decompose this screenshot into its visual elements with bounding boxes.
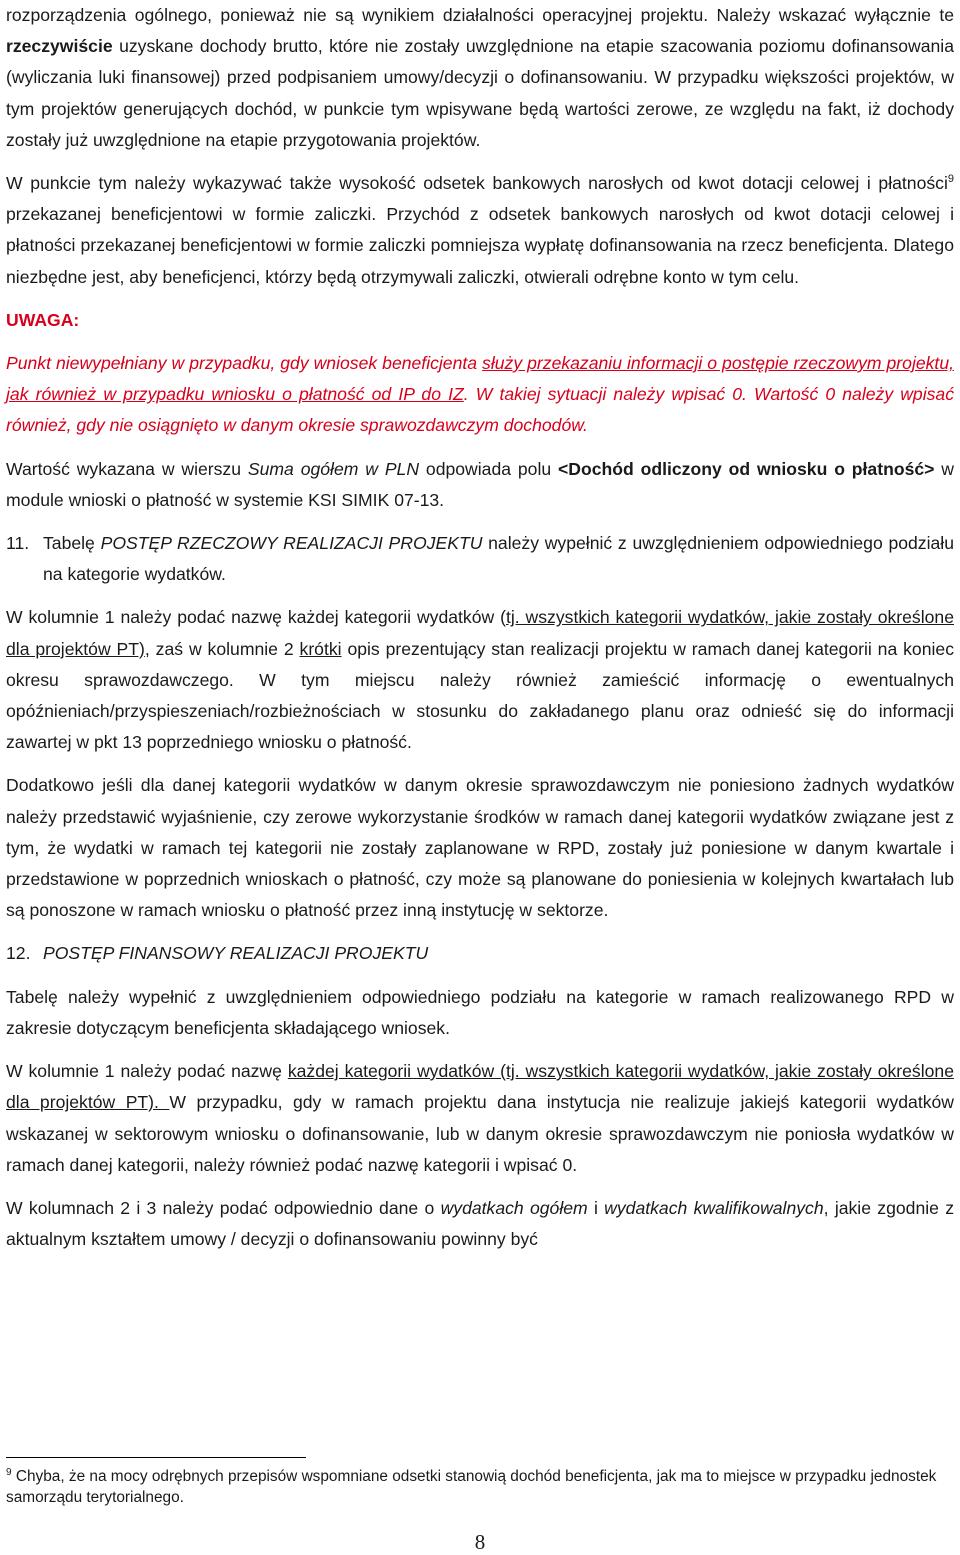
text: uzyskane dochody brutto, które nie zostały uwzględnione na etapie szacowania poziomu dofinansowania (wyliczania luki finansowej) przed podpisaniem umowy/decyzji o dofinansowaniu. W przypadku większości projektów, w tym projektów generujących dochód, w punkcie tym wpisywane będą wartości zerowe, ze względu na fakt, iż dochody zostały już uwzględnione na etapie przygotowania projektów. xyxy=(6,36,954,150)
underlined-text: służy przekazaniu informacji o postępie rzeczowym projektu, jak również w przypadku wniosku o płatność od IP do IZ xyxy=(6,353,954,405)
paragraph-column1 xyxy=(6,602,954,758)
paragraph-sum xyxy=(6,454,954,516)
paragraph-table: Tabelę należy wypełnić z uwzględnieniem odpowiedniego podziału na kategorie w ramach realizowanego RPD w zakresie dotyczącym beneficjenta składającego wniosek. xyxy=(6,986,954,1038)
underlined-text: każdej kategorii wydatków (tj. wszystkich kategorii wydatków, jakie zostały określone dla projektów PT). xyxy=(6,1061,954,1113)
item-number: 12. xyxy=(6,943,31,964)
text: odpowiada polu xyxy=(419,458,558,479)
text: opis prezentujący stan realizacji projektu w ramach danej kategorii na koniec okresu sprawozdawczego. W tym miejscu należy również zamieścić informację o ewentualnych opóźnieniach/przyspieszeniach/rozbieżnościach w stosunku do zakładanego planu oraz odnieść się do informacji zawartej w pkt 13 poprzedniego wniosku o płatność. xyxy=(6,638,954,753)
text: W przypadku, gdy w ramach projektu dana instytucja nie realizuje jakiejś kategorii wydatków wskazanej w sektorowym wniosku o dofinansowanie, lub w danym okresie sprawozdawczym nie poniosła wydatków w ramach danej kategorii, należy również podać nazwę kategorii i wpisać 0. xyxy=(6,1092,954,1175)
italic-text: wydatkach kwalifikowalnych xyxy=(604,1197,824,1218)
warning-paragraph xyxy=(6,348,954,442)
text: W kolumnie 1 należy podać nazwę każdej kategorii wydatków ( xyxy=(6,607,506,628)
footnote-ref: 9 xyxy=(947,173,954,186)
underlined-text: tj. wszystkich kategorii wydatków, jakie zostały określone dla projektów PT) xyxy=(6,607,954,659)
footnote-text: Chyba, że na mocy odrębnych przepisów wspomniane odsetki stanowią dochód beneficjenta, jak ma to miejsce w przypadku jednostek samorządu terytorialnego. xyxy=(6,1468,937,1506)
paragraph-interest xyxy=(6,168,954,293)
text: , zaś w kolumnie 2 xyxy=(144,638,300,659)
item-title: POSTĘP FINANSOWY REALIZACJI PROJEKTU xyxy=(43,943,429,964)
text: Tabelę xyxy=(43,533,101,554)
text: Punkt niewypełniany w przypadku, gdy wniosek beneficjenta xyxy=(6,353,483,374)
paragraph-additional: Dodatkowo jeśli dla danej kategorii wydatków w danym okresie sprawozdawczym nie poniesiono żadnych wydatków należy przedstawić wyjaśnienie, czy zerowe wykorzystanie środków w ramach danej kategorii wydatków związane jest z tym, że wydatki w ramach tej kategorii nie zostały zaplanowane w RPD, zostały już poniesione w danym kwartale i przedstawione w poprzednich wnioskach o płatność, czy może są planowane do poniesienia w kolejnych kwartałach lub są ponoszone w ramach wniosku o płatność przez inną instytucję w sektorze. xyxy=(6,775,954,921)
warning-label: UWAGA: xyxy=(6,309,80,330)
text: i xyxy=(587,1197,605,1218)
footnote-number: 9 xyxy=(6,1467,12,1478)
footnote xyxy=(6,1466,954,1508)
text: . W takiej sytuacji należy wpisać 0. Wartość 0 należy wpisać również, gdy nie osiągnięto w danym okresie sprawozdawczym dochodów. xyxy=(6,384,954,436)
bold-text: rzeczywiście xyxy=(6,36,113,57)
paragraph-column1-financial xyxy=(6,1056,954,1181)
document-page xyxy=(6,0,954,1255)
item-text xyxy=(43,528,954,590)
text: W kolumnach 2 i 3 należy podać odpowiednio dane o xyxy=(6,1197,441,1218)
text: należy wypełnić z uwzględnieniem odpowiedniego podziału na kategorie wydatków. xyxy=(43,533,954,585)
text: przekazanej beneficjentowi w formie zaliczki. Przychód z odsetek bankowych narosłych od kwot dotacji celowej i płatności przekazanej beneficjentowi w formie zaliczki pomniejsza wypłatę dofinansowania na rzecz beneficjenta. Dlatego niezbędne jest, aby beneficjenci, którzy będą otrzymywali zaliczki, otwierali odrębne konto w tym celu. xyxy=(6,204,954,287)
bold-text: <Dochód odliczony od wniosku o płatność> xyxy=(558,458,935,479)
italic-text: wydatkach ogółem xyxy=(440,1197,588,1218)
text: W kolumnie 1 należy podać nazwę xyxy=(6,1061,288,1082)
text: W punkcie tym należy wykazywać także wysokość odsetek bankowych narosłych od kwot dotacji celowej i płatności xyxy=(6,173,948,194)
text: Wartość wykazana w wierszu xyxy=(6,458,248,479)
page-number: 8 xyxy=(474,1530,486,1554)
underlined-text: krótki xyxy=(299,638,342,659)
italic-text: POSTĘP RZECZOWY REALIZACJI PROJEKTU xyxy=(100,533,483,554)
text: rozporządzenia ogólnego, ponieważ nie są wynikiem działalności operacyjnej projektu. Należy wskazać wyłącznie te xyxy=(6,5,954,25)
text: , jakie zgodnie z aktualnym kształtem umowy / decyzji o dofinansowaniu powinny być xyxy=(6,1197,955,1250)
paragraph-columns23 xyxy=(6,1193,954,1255)
item-number: 11. xyxy=(6,533,30,554)
item-12 xyxy=(6,938,954,969)
item-11 xyxy=(6,528,954,590)
text: w module wnioski o płatność w systemie KSI SIMIK 07-13. xyxy=(6,458,954,510)
paragraph-income xyxy=(6,0,954,156)
italic-text: Suma ogółem w PLN xyxy=(247,458,420,479)
footnote-separator xyxy=(6,1457,306,1458)
